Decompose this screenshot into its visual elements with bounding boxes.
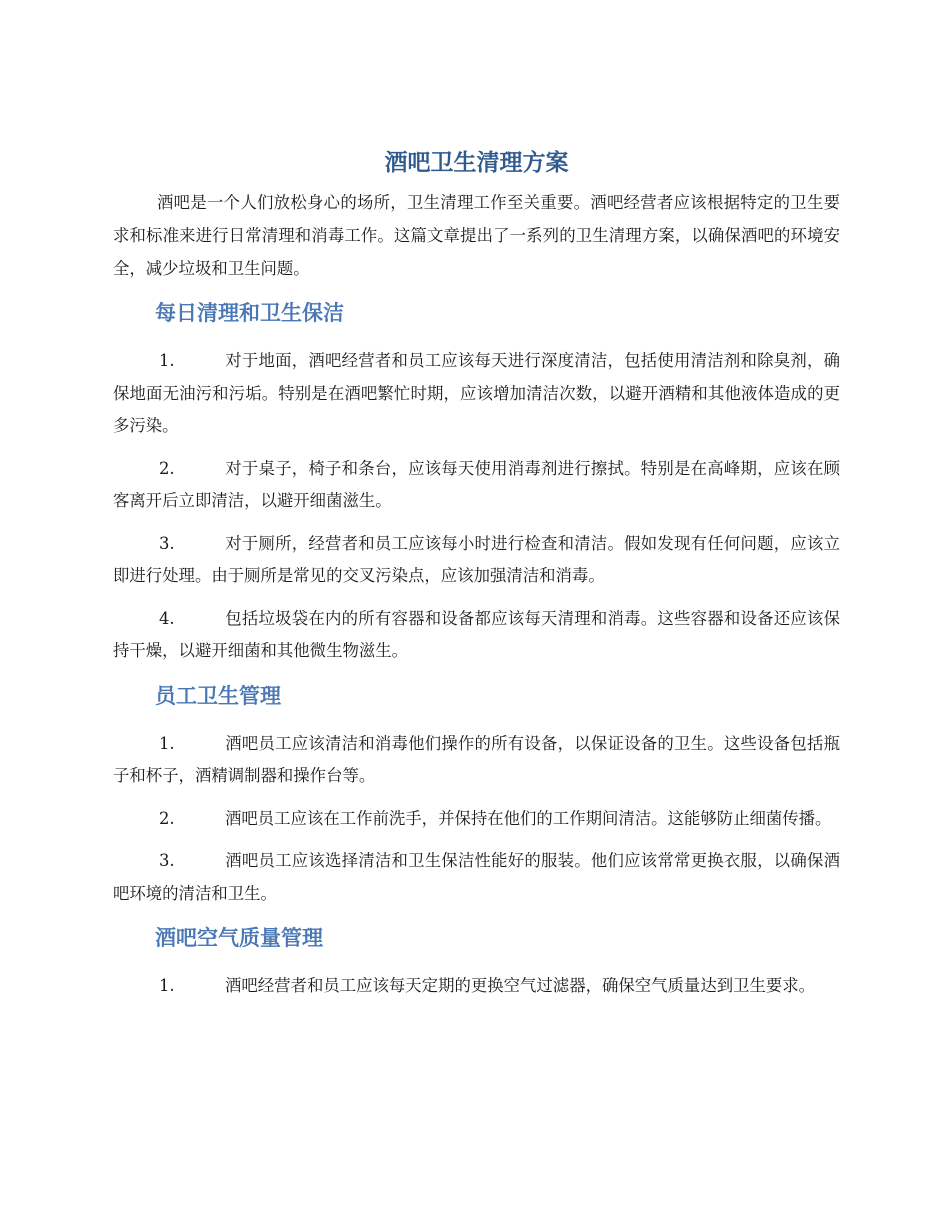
document-page (113, 146, 840, 1013)
list-item (113, 728, 840, 793)
list-item-number: 1. (159, 733, 175, 753)
section-heading-air-quality: 酒吧空气质量管理 (155, 926, 323, 950)
list-item (113, 453, 840, 518)
document-title: 酒吧卫生清理方案 (384, 150, 569, 176)
list-item-text: 酒吧经营者和员工应该每天定期的更换空气过滤器，确保空气质量达到卫生要求。 (225, 976, 816, 995)
section-heading-daily-cleaning: 每日清理和卫生保洁 (155, 301, 344, 325)
list-item-text: 酒吧员工应该清洁和消毒他们操作的所有设备，以保证设备的卫生。这些设备包括瓶子和杯子，酒精调制器和操作台等。 (113, 733, 840, 785)
section-heading-staff-hygiene: 员工卫生管理 (155, 683, 281, 708)
list-item-text: 对于地面，酒吧经营者和员工应该每天进行深度清洁，包括使用清洁剂和除臭剂，确保地面无油污和污垢。特别是在酒吧繁忙时期，应该增加清洁次数，以避开酒精和其他液体造成的更多污染。 (113, 351, 840, 435)
list-item-number: 2. (159, 808, 175, 828)
list-item (113, 345, 840, 443)
list-item-number: 4. (159, 608, 175, 628)
list-item-text: 包括垃圾袋在内的所有容器和设备都应该每天清理和消毒。这些容器和设备还应该保持干燥，以避开细菌和其他微生物滋生。 (113, 608, 840, 660)
list-item (113, 803, 840, 836)
list-item-text: 对于厕所，经营者和员工应该每小时进行检查和清洁。假如发现有任何问题，应该立即进行处理。由于厕所是常见的交叉污染点，应该加强清洁和消毒。 (113, 533, 840, 585)
list-item-text: 酒吧员工应该在工作前洗手，并保持在他们的工作期间清洁。这能够防止细菌传播。 (225, 808, 832, 828)
list-item-text: 对于桌子，椅子和条台，应该每天使用消毒剂进行擦拭。特别是在高峰期，应该在顾客离开后立即清洁，以避开细菌滋生。 (113, 458, 840, 510)
list-item (113, 970, 840, 1003)
list-item-number: 1. (159, 976, 175, 995)
list-item (113, 603, 840, 668)
list-item-text: 酒吧员工应该选择清洁和卫生保洁性能好的服装。他们应该常常更换衣服，以确保酒吧环境的清洁和卫生。 (113, 851, 840, 903)
list-item-number: 1. (159, 351, 175, 370)
list-item-number: 3. (159, 533, 175, 553)
intro-paragraph: 酒吧是一个人们放松身心的场所，卫生清理工作至关重要。酒吧经营者应该根据特定的卫生要求和标准来进行日常清理和消毒工作。这篇文章提出了一系列的卫生清理方案，以确保酒吧的环境安全，减少垃圾和卫生问题。 (113, 193, 840, 278)
list-item (113, 845, 840, 910)
list-item-number: 2. (159, 458, 175, 478)
list-item-number: 3. (159, 851, 175, 870)
list-item (113, 528, 840, 593)
